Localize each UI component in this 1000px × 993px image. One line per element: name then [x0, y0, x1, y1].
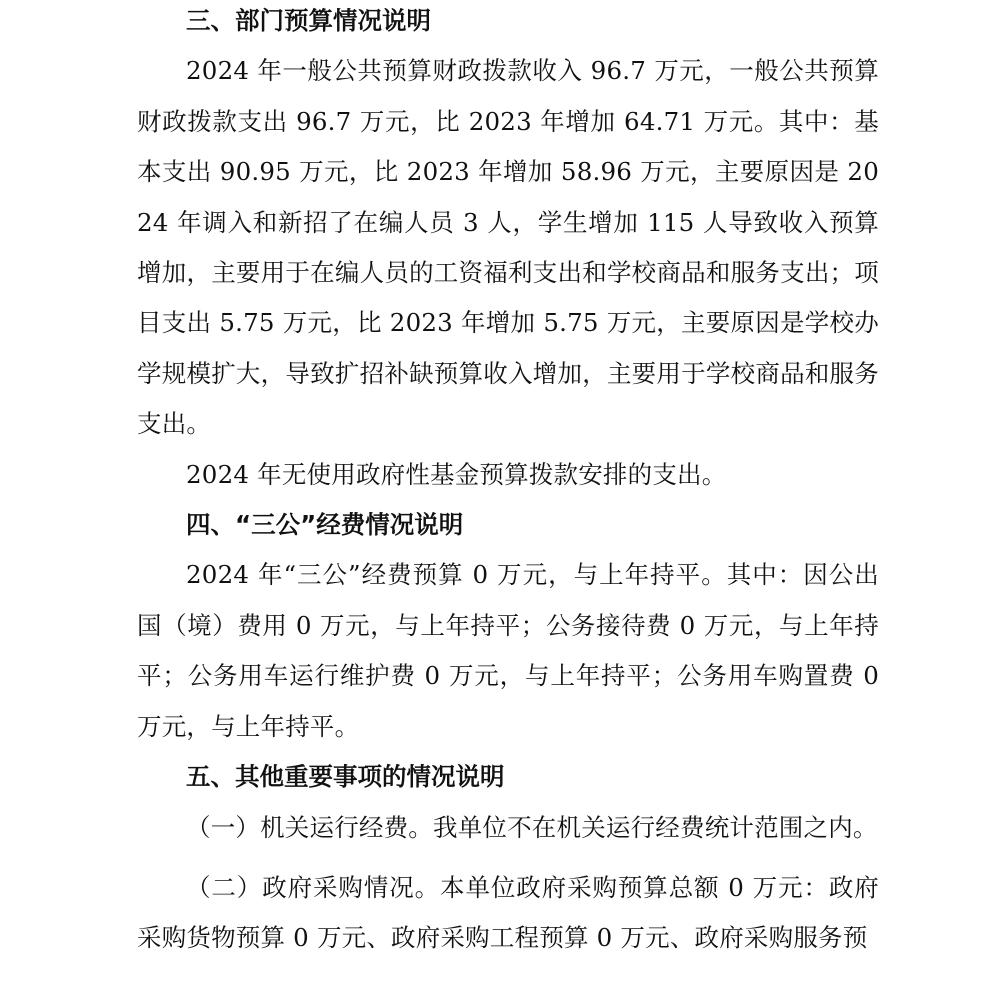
document-body: [137, 0, 879, 964]
paragraph-budget-overview: 2024 年一般公共预算财政拨款收入 96.7 万元，一般公共预算财政拨款支出 96.7 万元，比 2023 年增加 64.71 万元。其中：基本支出 90.95 万元，比 2023 年增加 58.96 万元，主要原因是 2024 年调入和新招了在编人员 3 人，学生增加 115 人导致收入预算增加，主要用于在编人员的工资福利支出和学校商品和服务支出；项目支出 5.75 万元，比 2023 年增加 5.75 万元，主要原因是学校办学规模扩大，导致扩招补缺预算收入增加，主要用于学校商品和服务支出。: [137, 56, 879, 439]
section-heading-budget: 三、部门预算情况说明: [186, 6, 431, 35]
paragraph-operating-expenses: （一）机关运行经费。我单位不在机关运行经费统计范围之内。: [186, 812, 878, 842]
paragraph-three-public-expenses: 2024 年“三公”经费预算 0 万元，与上年持平。其中：因公出国（境）费用 0 万元，与上年持平；公务接待费 0 万元，与上年持平；公务用车运行维护费 0 万元，与上年持平；公务用车购置费 0 万元，与上年持平。: [137, 560, 879, 741]
section-heading-three-public: 四、“三公”经费情况说明: [186, 510, 464, 540]
paragraph-government-procurement: （二）政府采购情况。本单位政府采购预算总额 0 万元：政府采购货物预算 0 万元、政府采购工程预算 0 万元、政府采购服务预: [137, 872, 879, 953]
paragraph-gap: [137, 853, 879, 863]
section-heading-other-matters: 五、其他重要事项的情况说明: [186, 762, 505, 792]
paragraph-government-fund: 2024 年无使用政府性基金预算拨款安排的支出。: [186, 459, 727, 489]
